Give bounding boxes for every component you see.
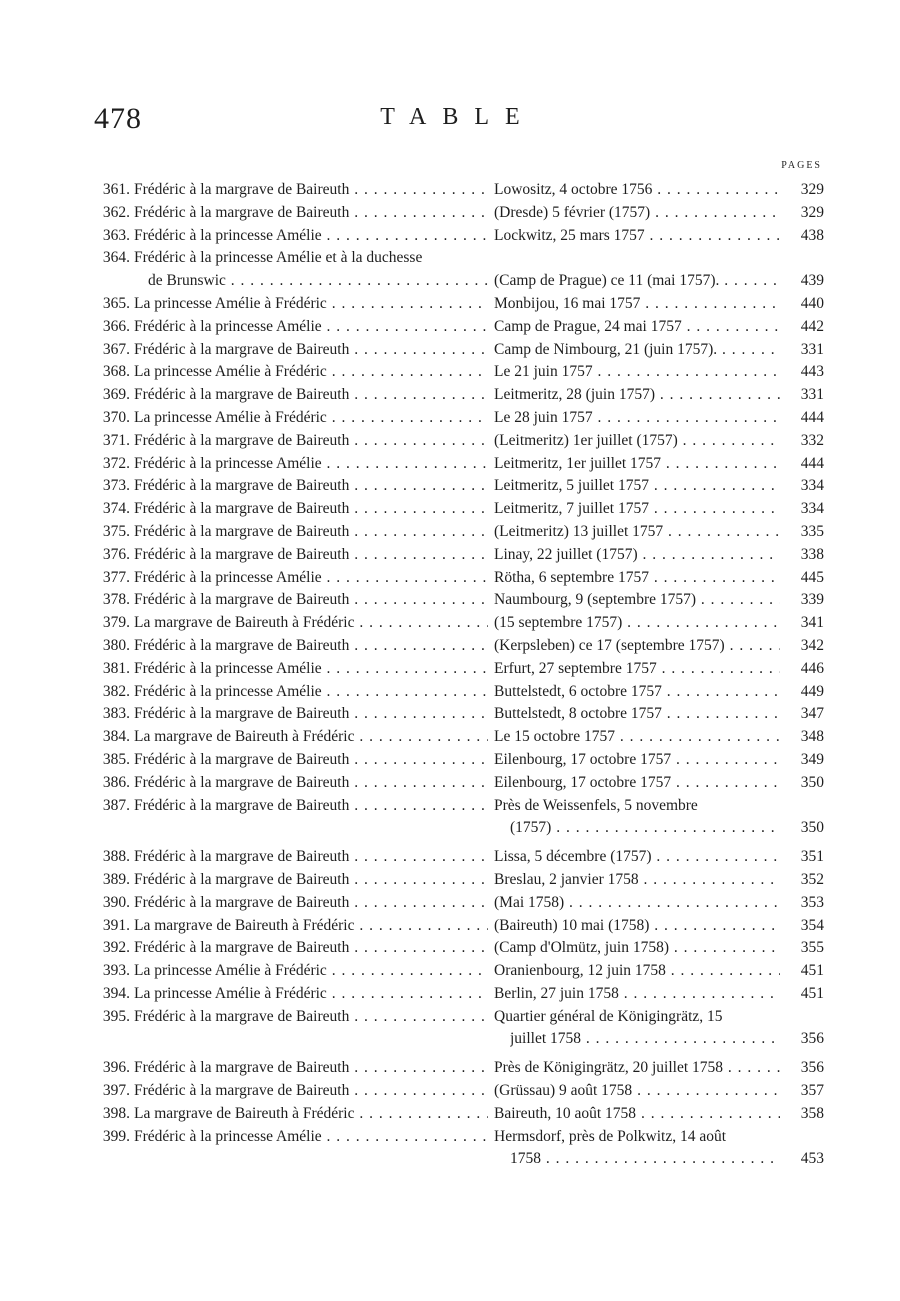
entry-page: 347 — [800, 705, 824, 723]
entry-number: 396. — [102, 1059, 130, 1077]
entry-page: 350 — [800, 819, 824, 837]
pages-column-label: PAGES — [781, 160, 822, 171]
entry-number: 377. — [102, 568, 130, 586]
entry-number: 370. — [102, 408, 130, 426]
toc-entry — [80, 795, 824, 841]
entry-number: 390. — [102, 893, 130, 911]
entry-page: 350 — [800, 773, 824, 791]
entry-number: 375. — [102, 522, 130, 540]
toc-entry — [80, 247, 824, 293]
entry-page: 356 — [800, 1030, 824, 1048]
entry-number: 382. — [102, 682, 130, 700]
entry-number: 385. — [102, 750, 130, 768]
entry-location-date-continued: 1758 . . . — [510, 1148, 780, 1171]
entry-description: Frédéric à la margrave de Baireuth . . . — [134, 635, 488, 658]
toc-entry — [80, 846, 824, 869]
entry-location-date: Leitmeritz, 1er juillet 1757 . . . — [494, 453, 780, 476]
entry-page: 339 — [800, 591, 824, 609]
entry-description: La princesse Amélie à Frédéric . . . — [134, 407, 488, 430]
entry-description: Frédéric à la princesse Amélie . . . — [134, 658, 488, 681]
toc-entry — [80, 225, 824, 248]
entry-location-date: Le 28 juin 1757 . . . — [494, 407, 780, 430]
entry-description: Frédéric à la margrave de Baireuth . . . — [134, 937, 488, 960]
entry-number: 394. — [102, 984, 130, 1002]
entry-description: La princesse Amélie à Frédéric . . . — [134, 361, 488, 384]
entry-page: 354 — [800, 916, 824, 934]
entry-page: 451 — [800, 984, 824, 1002]
entry-number: 369. — [102, 386, 130, 404]
entry-page: 338 — [800, 545, 824, 563]
entry-page: 349 — [800, 750, 824, 768]
entry-location-date: Près de Königingrätz, 20 juillet 1758 . . . — [494, 1057, 780, 1080]
entry-number: 361. — [102, 181, 130, 198]
entry-page: 352 — [800, 870, 824, 888]
entry-description: Frédéric à la margrave de Baireuth . . . — [134, 544, 488, 567]
entry-description: La margrave de Baireuth à Frédéric . . . — [134, 612, 488, 635]
entry-description: Frédéric à la princesse Amélie . . . — [134, 225, 488, 248]
entry-description: Frédéric à la margrave de Baireuth . . . — [134, 430, 488, 453]
entry-page: 442 — [800, 317, 824, 335]
entry-page: 449 — [800, 682, 824, 700]
entry-location-date: Camp de Nimbourg, 21 (juin 1757). . . . — [494, 339, 780, 362]
table-of-contents — [80, 179, 824, 1177]
entry-location-date: Oranienbourg, 12 juin 1758 . . . — [494, 960, 780, 983]
entry-page: 331 — [800, 386, 824, 404]
entry-location-date: (Leitmeritz) 13 juillet 1757 . . . — [494, 521, 780, 544]
entry-description: Frédéric à la margrave de Baireuth . . . — [134, 1080, 488, 1103]
toc-entry — [80, 1080, 824, 1103]
entry-description: Frédéric à la margrave de Baireuth . . . — [134, 749, 488, 772]
entry-number: 383. — [102, 705, 130, 723]
entry-number: 395. — [102, 1007, 130, 1025]
toc-entry — [80, 498, 824, 521]
entry-number: 374. — [102, 500, 130, 518]
entry-page: 356 — [800, 1059, 824, 1077]
entry-page: 335 — [800, 522, 824, 540]
toc-entry — [80, 339, 824, 362]
entry-number: 373. — [102, 477, 130, 495]
entry-page: 331 — [800, 340, 824, 358]
entry-location-date: (Camp de Prague) ce 11 (mai 1757). . . . — [494, 270, 780, 293]
entry-page: 341 — [800, 614, 824, 632]
page-number: 478 — [94, 102, 142, 135]
entry-description: La princesse Amélie à Frédéric . . . — [134, 960, 488, 983]
entry-page: 443 — [800, 363, 824, 381]
entry-number: 381. — [102, 659, 130, 677]
toc-entry — [80, 293, 824, 316]
entry-number: 372. — [102, 454, 130, 472]
entry-number: 362. — [102, 203, 130, 221]
entry-page: 334 — [800, 477, 824, 495]
entry-location-date: Monbijou, 16 mai 1757 . . . — [494, 293, 780, 316]
entry-description: Frédéric à la margrave de Baireuth . . . — [134, 1057, 488, 1080]
entry-number: 384. — [102, 728, 130, 746]
toc-entry — [80, 1006, 824, 1052]
toc-entry — [80, 915, 824, 938]
entry-number: 378. — [102, 591, 130, 609]
toc-entry — [80, 521, 824, 544]
toc-entry — [80, 384, 824, 407]
entry-number: 364. — [102, 249, 130, 267]
entry-location-date: Leitmeritz, 28 (juin 1757) . . . — [494, 384, 780, 407]
entry-location-date: Linay, 22 juillet (1757) . . . — [494, 544, 780, 567]
entry-page: 445 — [800, 568, 824, 586]
toc-entry — [80, 703, 824, 726]
entry-description: La princesse Amélie à Frédéric . . . — [134, 983, 488, 1006]
entry-location-date: (Mai 1758) . . . — [494, 892, 780, 915]
entry-number: 363. — [102, 226, 130, 244]
entry-location-date: Près de Weissenfels, 5 novembre — [494, 796, 698, 814]
entry-page: 453 — [800, 1150, 824, 1168]
entry-page: 358 — [800, 1104, 824, 1122]
entry-number: 398. — [102, 1104, 130, 1122]
toc-entry — [80, 430, 824, 453]
entry-description: Frédéric à la princesse Amélie et à la duchesse — [134, 249, 423, 267]
entry-number: 365. — [102, 294, 130, 312]
entry-description: Frédéric à la princesse Amélie . . . — [134, 453, 488, 476]
entry-page: 439 — [800, 272, 824, 290]
entry-page: 353 — [800, 893, 824, 911]
entry-description: Frédéric à la margrave de Baireuth . . . — [134, 179, 488, 202]
toc-entry — [80, 475, 824, 498]
entry-description: Frédéric à la margrave de Baireuth . . . — [134, 475, 488, 498]
entry-description: La princesse Amélie à Frédéric . . . — [134, 293, 488, 316]
entry-location-date: (15 septembre 1757) . . . — [494, 612, 780, 635]
entry-description: Frédéric à la princesse Amélie . . . — [134, 1126, 488, 1149]
entry-number: 379. — [102, 614, 130, 632]
entry-description: Frédéric à la margrave de Baireuth . . . — [134, 846, 488, 869]
entry-description: La margrave de Baireuth à Frédéric . . . — [134, 1103, 488, 1126]
entry-location-date: Camp de Prague, 24 mai 1757 . . . — [494, 316, 780, 339]
entry-description: Frédéric à la margrave de Baireuth . . . — [134, 1006, 488, 1029]
entry-location-date: Leitmeritz, 5 juillet 1757 . . . — [494, 475, 780, 498]
entry-number: 366. — [102, 317, 130, 335]
entry-description: La margrave de Baireuth à Frédéric . . . — [134, 726, 488, 749]
entry-location-date: Le 21 juin 1757 . . . — [494, 361, 780, 384]
toc-entry — [80, 453, 824, 476]
entry-location-date: (Kerpsleben) ce 17 (septembre 1757) . . . — [494, 635, 780, 658]
entry-number: 380. — [102, 636, 130, 654]
entry-page: 351 — [800, 848, 824, 866]
toc-entry — [80, 960, 824, 983]
entry-location-date: Hermsdorf, près de Polkwitz, 14 août — [494, 1127, 727, 1145]
toc-entry — [80, 1103, 824, 1126]
entry-page: 355 — [800, 939, 824, 957]
toc-entry — [80, 1057, 824, 1080]
entry-page: 329 — [800, 203, 824, 221]
entry-location-date: (Baireuth) 10 mai (1758) . . . — [494, 915, 780, 938]
toc-entry — [80, 983, 824, 1006]
entry-location-date: Eilenbourg, 17 octobre 1757 . . . — [494, 749, 780, 772]
toc-entry — [80, 749, 824, 772]
entry-description: Frédéric à la margrave de Baireuth . . . — [134, 869, 488, 892]
entry-page: 451 — [800, 962, 824, 980]
entry-description: Frédéric à la margrave de Baireuth . . . — [134, 498, 488, 521]
toc-entry — [80, 589, 824, 612]
entry-number: 391. — [102, 916, 130, 934]
entry-description: Frédéric à la margrave de Baireuth . . . — [134, 521, 488, 544]
entry-location-date: Le 15 octobre 1757 . . . — [494, 726, 780, 749]
entry-location-date: Erfurt, 27 septembre 1757 . . . — [494, 658, 780, 681]
toc-entry — [80, 658, 824, 681]
entry-description: Frédéric à la margrave de Baireuth . . . — [134, 772, 488, 795]
toc-entry — [80, 567, 824, 590]
toc-entry — [80, 892, 824, 915]
entry-location-date: Lockwitz, 25 mars 1757 . . . — [494, 225, 780, 248]
entry-number: 368. — [102, 363, 130, 381]
entry-description: Frédéric à la margrave de Baireuth . . . — [134, 703, 488, 726]
entry-description: Frédéric à la margrave de Baireuth . . . — [134, 202, 488, 225]
toc-entry — [80, 361, 824, 384]
toc-entry — [80, 202, 824, 225]
toc-entry — [80, 316, 824, 339]
entry-page: 438 — [800, 226, 824, 244]
entry-description-continued: de Brunswic . . . — [148, 270, 488, 293]
entry-description: Frédéric à la princesse Amélie . . . — [134, 567, 488, 590]
entry-description: Frédéric à la margrave de Baireuth . . . — [134, 384, 488, 407]
entry-location-date: Baireuth, 10 août 1758 . . . — [494, 1103, 780, 1126]
toc-entry — [80, 937, 824, 960]
entry-location-date: (Grüssau) 9 août 1758 . . . — [494, 1080, 780, 1103]
entry-location-date: Naumbourg, 9 (septembre 1757) . . . — [494, 589, 780, 612]
entry-page: 446 — [800, 659, 824, 677]
entry-number: 393. — [102, 962, 130, 980]
toc-entry — [80, 407, 824, 430]
entry-location-date: (Camp d'Olmütz, juin 1758) . . . — [494, 937, 780, 960]
entry-location-date: (Leitmeritz) 1er juillet (1757) . . . — [494, 430, 780, 453]
entry-location-date: Berlin, 27 juin 1758 . . . — [494, 983, 780, 1006]
entry-description: Frédéric à la margrave de Baireuth . . . — [134, 892, 488, 915]
entry-page: 334 — [800, 500, 824, 518]
entry-number: 376. — [102, 545, 130, 563]
entry-page: 440 — [800, 294, 824, 312]
entry-page: 357 — [800, 1082, 824, 1100]
page-title: TABLE — [380, 104, 536, 130]
entry-location-date: Lissa, 5 décembre (1757) . . . — [494, 846, 780, 869]
toc-entry — [80, 772, 824, 795]
entry-description: Frédéric à la margrave de Baireuth . . . — [134, 795, 488, 818]
toc-entry — [80, 635, 824, 658]
entry-description: Frédéric à la margrave de Baireuth . . . — [134, 589, 488, 612]
entry-number: 397. — [102, 1082, 130, 1100]
toc-entry — [80, 612, 824, 635]
entry-description: Frédéric à la princesse Amélie . . . — [134, 316, 488, 339]
entry-number: 392. — [102, 939, 130, 957]
entry-number: 399. — [102, 1127, 130, 1145]
entry-location-date: Quartier général de Königingrätz, 15 — [494, 1007, 723, 1025]
entry-page: 332 — [800, 431, 824, 449]
entry-location-date: Breslau, 2 janvier 1758 . . . — [494, 869, 780, 892]
entry-location-date: Eilenbourg, 17 octobre 1757 . . . — [494, 772, 780, 795]
toc-entry — [80, 681, 824, 704]
toc-entry — [80, 544, 824, 567]
entry-location-date: Buttelstedt, 6 octobre 1757 . . . — [494, 681, 780, 704]
entry-number: 386. — [102, 773, 130, 791]
entry-page: 329 — [800, 181, 824, 198]
entry-number: 371. — [102, 431, 130, 449]
entry-page: 348 — [800, 728, 824, 746]
entry-number: 367. — [102, 340, 130, 358]
entry-location-date: Lowositz, 4 octobre 1756 . . . — [494, 179, 780, 202]
entry-page: 342 — [800, 636, 824, 654]
entry-location-date: Rötha, 6 septembre 1757 . . . — [494, 567, 780, 590]
entry-page: 444 — [800, 454, 824, 472]
entry-description: La margrave de Baireuth à Frédéric . . . — [134, 915, 488, 938]
toc-entry — [80, 1126, 824, 1172]
entry-number: 388. — [102, 848, 130, 866]
entry-number: 389. — [102, 870, 130, 888]
entry-description: Frédéric à la princesse Amélie . . . — [134, 681, 488, 704]
toc-entry — [80, 179, 824, 202]
entry-location-date: (Dresde) 5 février (1757) . . . — [494, 202, 780, 225]
entry-location-date: Buttelstedt, 8 octobre 1757 . . . — [494, 703, 780, 726]
entry-location-date: Leitmeritz, 7 juillet 1757 . . . — [494, 498, 780, 521]
entry-page: 444 — [800, 408, 824, 426]
entry-description: Frédéric à la margrave de Baireuth . . . — [134, 339, 488, 362]
toc-entry — [80, 726, 824, 749]
entry-location-date-continued: juillet 1758 . . . — [510, 1028, 780, 1051]
entry-location-date-continued: (1757) . . . — [510, 817, 780, 840]
entry-number: 387. — [102, 796, 130, 814]
toc-entry — [80, 869, 824, 892]
